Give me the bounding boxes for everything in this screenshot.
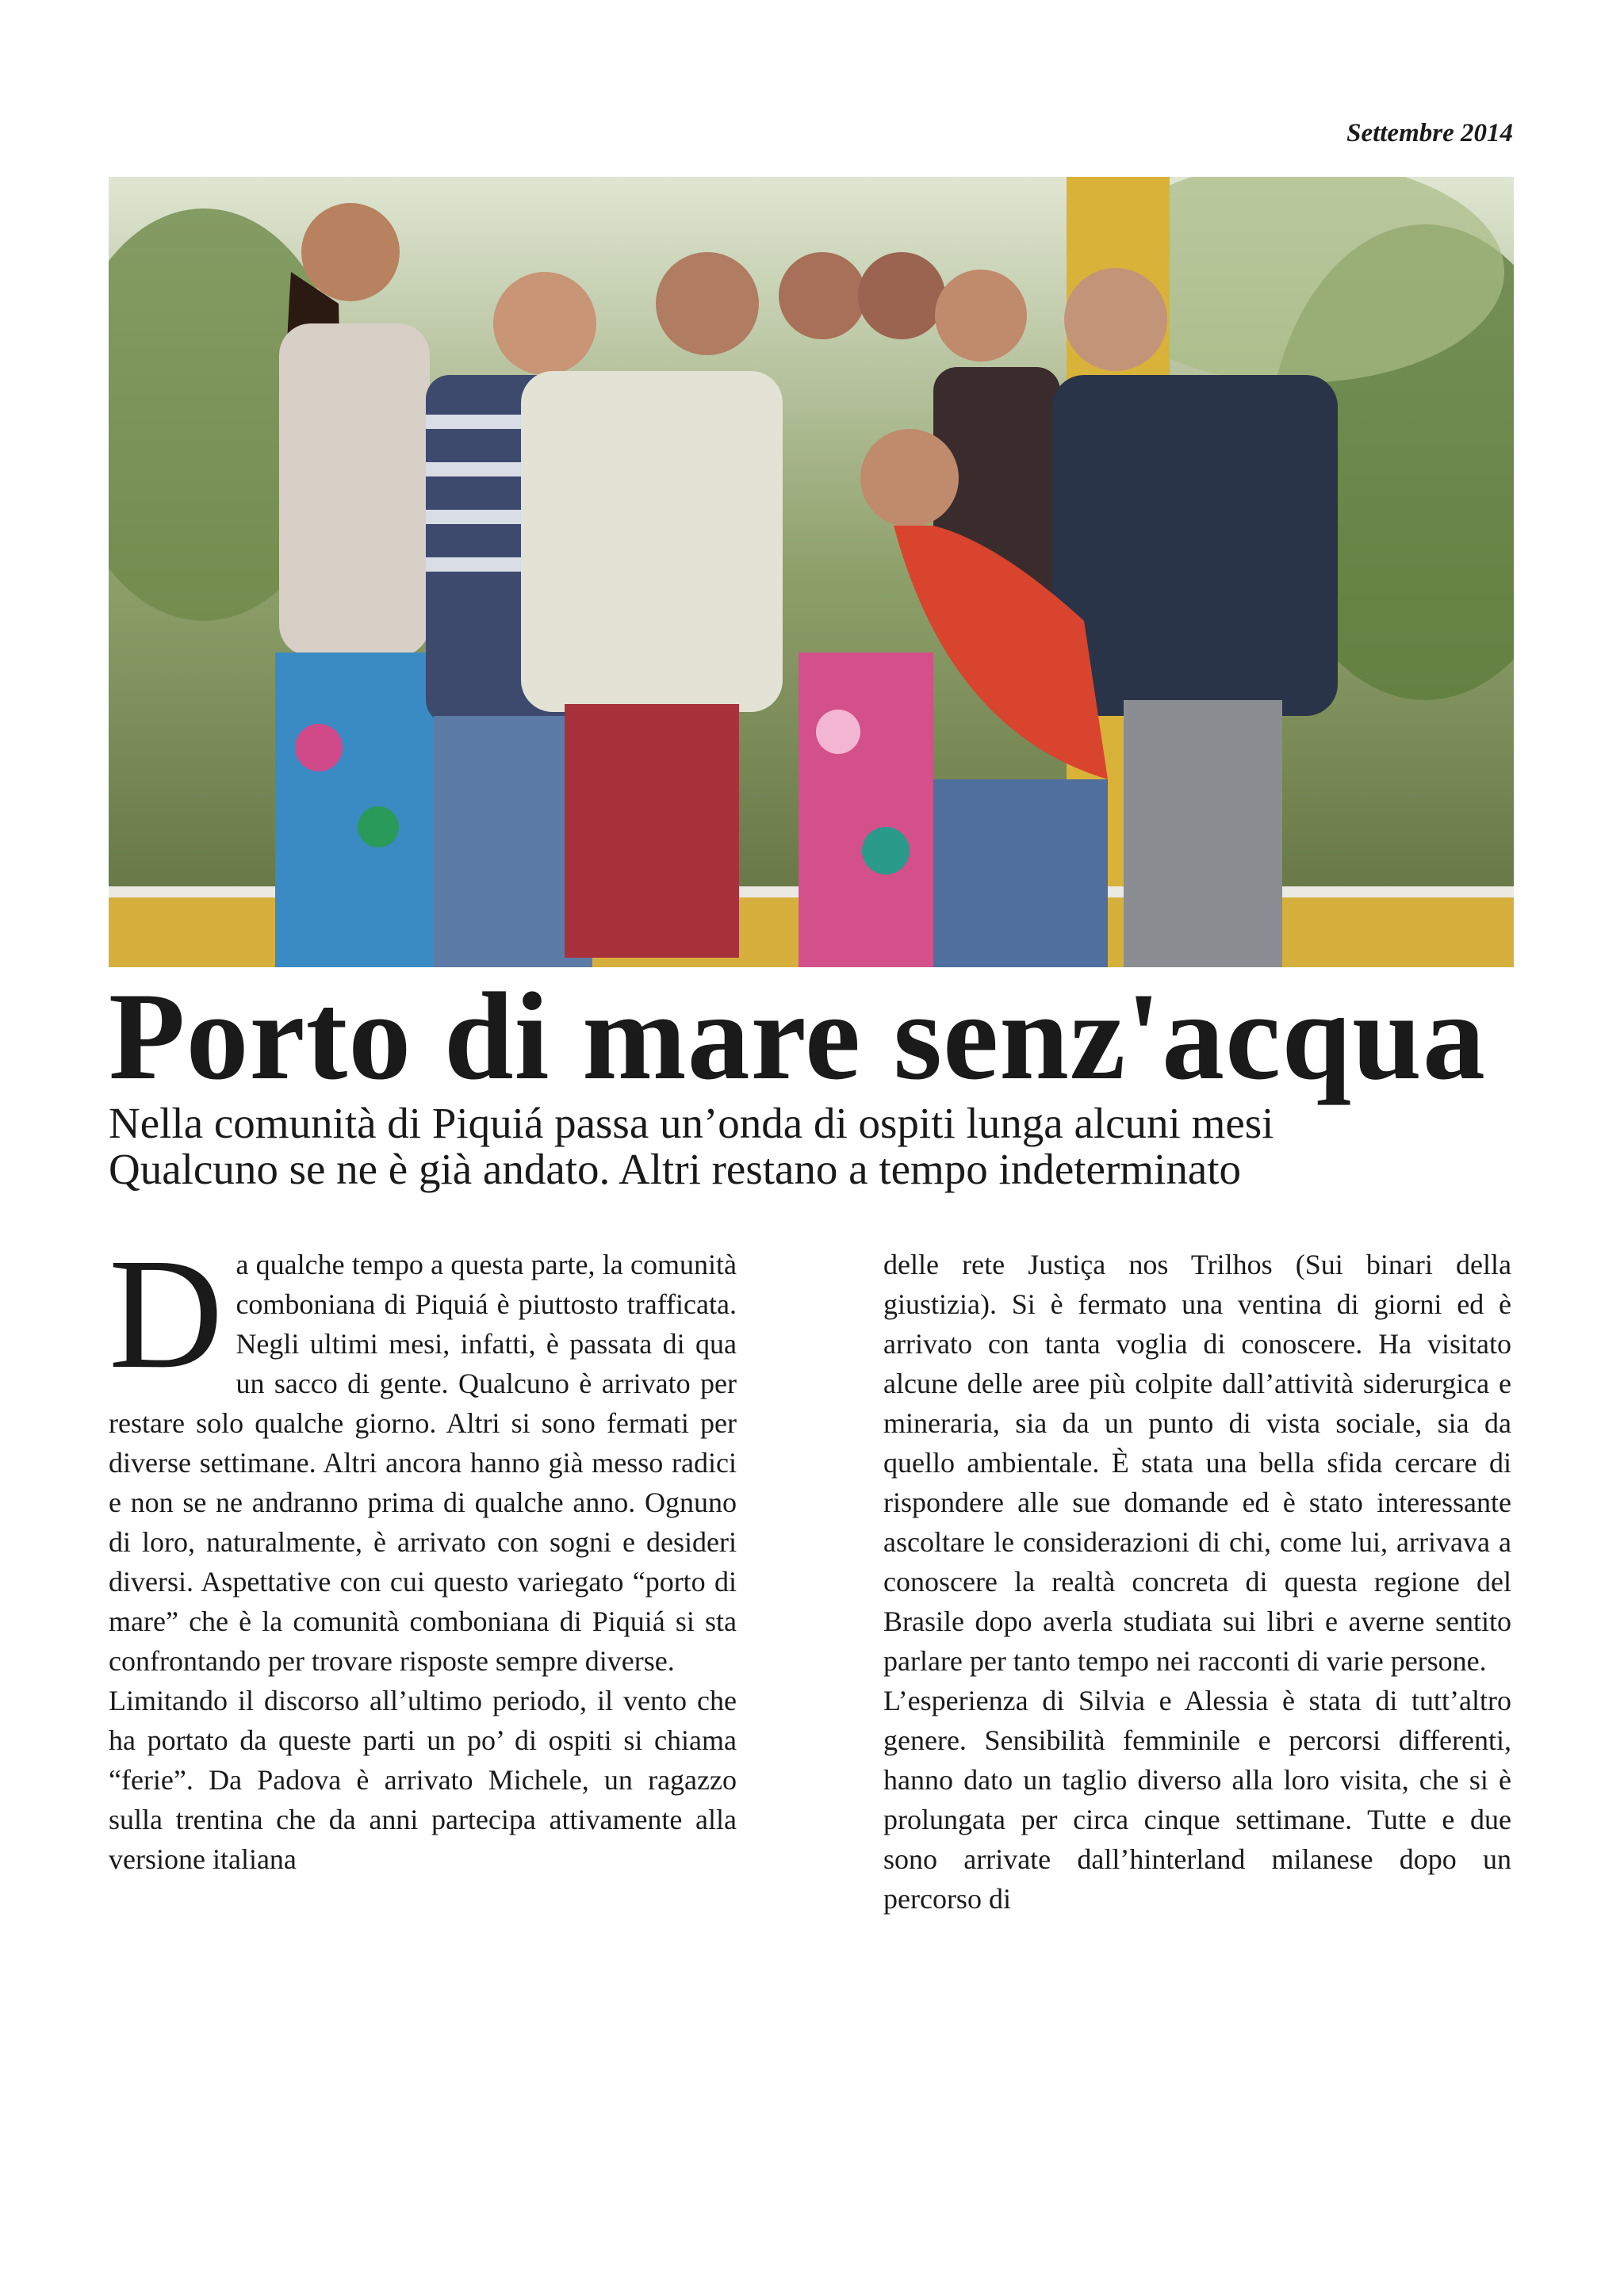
paragraph-text: a qualche tempo a questa parte, la comunità comboniana di Piquiá è piuttosto trafficata. Negli ultimi mesi, infatti, è passata di qua un sacco di gente. Qualcuno è arrivato per restare solo qualche giorno. Altri si sono fermati per diverse settimane. Altri ancora hanno già messo radici e non se ne andranno prima di qualche anno. Ognuno di loro, naturalmente, è arrivato con sogni e desideri diversi. Aspettative con cui questo variegato “porto di mare” che è la comunità comboniana di Piquiá si sta confrontando per trovare risposte sempre diverse. bbox=[109, 1249, 737, 1677]
article-paragraph: delle rete Justiça nos Trilhos (Sui binari della giustizia). Si è fermato una ventina di giorni ed è arrivato con tanta voglia di conoscere. Ha visitato alcune delle aree più colpite dall’attività siderurgica e mineraria, sia da un punto di vista sociale, sia da quello ambientale. È stata una bella sfida cercare di rispondere alle sue domande ed è stato interessante ascoltare le considerazioni di chi, come lui, arrivava a conoscere la realtà concreta di questa regione del Brasile dopo averla studiata sui libri e averne sentito parlare per tanto tempo nei racconti di varie persone. bbox=[883, 1249, 1511, 1677]
article-title: Porto di mare senz'acqua bbox=[109, 967, 1486, 1106]
subtitle-line: Nella comunità di Piquiá passa un’onda di ospiti lunga alcuni mesi bbox=[109, 1099, 1274, 1147]
article-paragraph bbox=[109, 1226, 737, 1681]
article-paragraph: Limitando il discorso all’ultimo periodo, il vento che ha portato da queste parti un po’ di ospiti si chiama “ferie”. Da Padova è arrivato Michele, un ragazzo sulla trentina che da anni partecipa attivamente alla versione italiana bbox=[109, 1685, 737, 1875]
group-photo bbox=[109, 177, 1514, 967]
article-subtitle bbox=[109, 1100, 1528, 1192]
article-paragraph: L’esperienza di Silvia e Alessia è stata di tutt’altro genere. Sensibilità femminile e percorsi differenti, hanno dato un taglio diverso alla loro visita, che si è prolungata per circa cinque settimane. Tutte e due sono arrivate dall’hinterland milanese dopo un percorso di bbox=[883, 1685, 1511, 1915]
subtitle-line: Qualcuno se ne è già andato. Altri restano a tempo indeterminato bbox=[109, 1145, 1242, 1193]
article-column-right bbox=[883, 1245, 1511, 1919]
drop-cap: D bbox=[109, 1226, 224, 1402]
article-column-left bbox=[109, 1226, 737, 1879]
issue-date: Settembre 2014 bbox=[1346, 119, 1513, 147]
